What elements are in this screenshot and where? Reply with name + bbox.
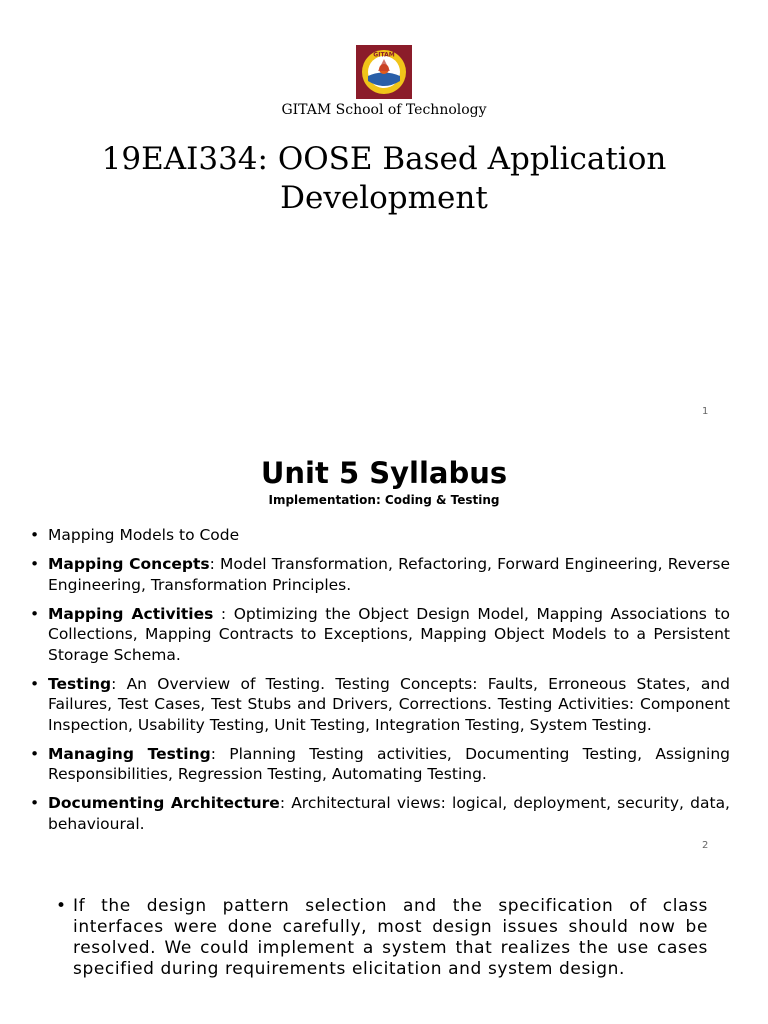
list-item: • Mapping Activities : Optimizing the Object Design Model, Mapping Associations to Collections, Mapping Contracts to Exceptions, Mapping Object Models to a Persistent Storage Schema.: [30, 604, 731, 664]
list-item: • Documenting Architecture: Architectural views: logical, deployment, security, data, behavioural.: [30, 794, 730, 833]
gitam-logo: [356, 45, 412, 99]
bullet-icon: •: [30, 604, 40, 623]
logo-text: GITAM: [373, 51, 395, 59]
content-slide: [0, 860, 768, 1024]
content-list: [56, 896, 708, 980]
list-item: • Mapping Models to Code: [30, 526, 240, 544]
list-item: • Testing: An Overview of Testing. Testing Concepts: Faults, Erroneous States, and Failures, Test Cases, Test Stubs and Drivers, Corrections. Testing Activities: Component Inspection, Usability Testing, Unit Testing, Integration Testing, System Testing.: [30, 674, 730, 734]
bullet-icon: •: [30, 794, 40, 812]
slide-subtitle: Implementation: Coding & Testing: [268, 493, 500, 507]
syllabus-slide: [0, 430, 768, 860]
bullet-icon: •: [30, 526, 40, 544]
syllabus-list: [30, 525, 730, 843]
course-title: 19EAI334: OOSE Based Application Development: [101, 141, 667, 216]
list-item: • If the design pattern selection and the specification of class interfaces were done carefully, most design issues should now be resolved. We could implement a system that realizes the use cases specified during requirements elicitation and system design.: [56, 896, 708, 979]
title-slide: [0, 0, 768, 430]
page-number: 1: [702, 406, 709, 417]
bullet-icon: •: [30, 674, 40, 693]
bullet-icon: •: [56, 896, 67, 916]
slide-title: Unit 5 Syllabus: [260, 456, 508, 490]
list-item: • Mapping Concepts: Model Transformation, Refactoring, Forward Engineering, Reverse Engineering, Transformation Principles.: [30, 555, 731, 594]
school-name: GITAM School of Technology: [281, 102, 487, 118]
list-item: • Managing Testing: Planning Testing activities, Documenting Testing, Assigning Responsibilities, Regression Testing, Automating Testing.: [30, 744, 731, 783]
bullet-icon: •: [30, 555, 40, 573]
page-number: 2: [702, 840, 709, 851]
bullet-icon: •: [30, 744, 40, 763]
